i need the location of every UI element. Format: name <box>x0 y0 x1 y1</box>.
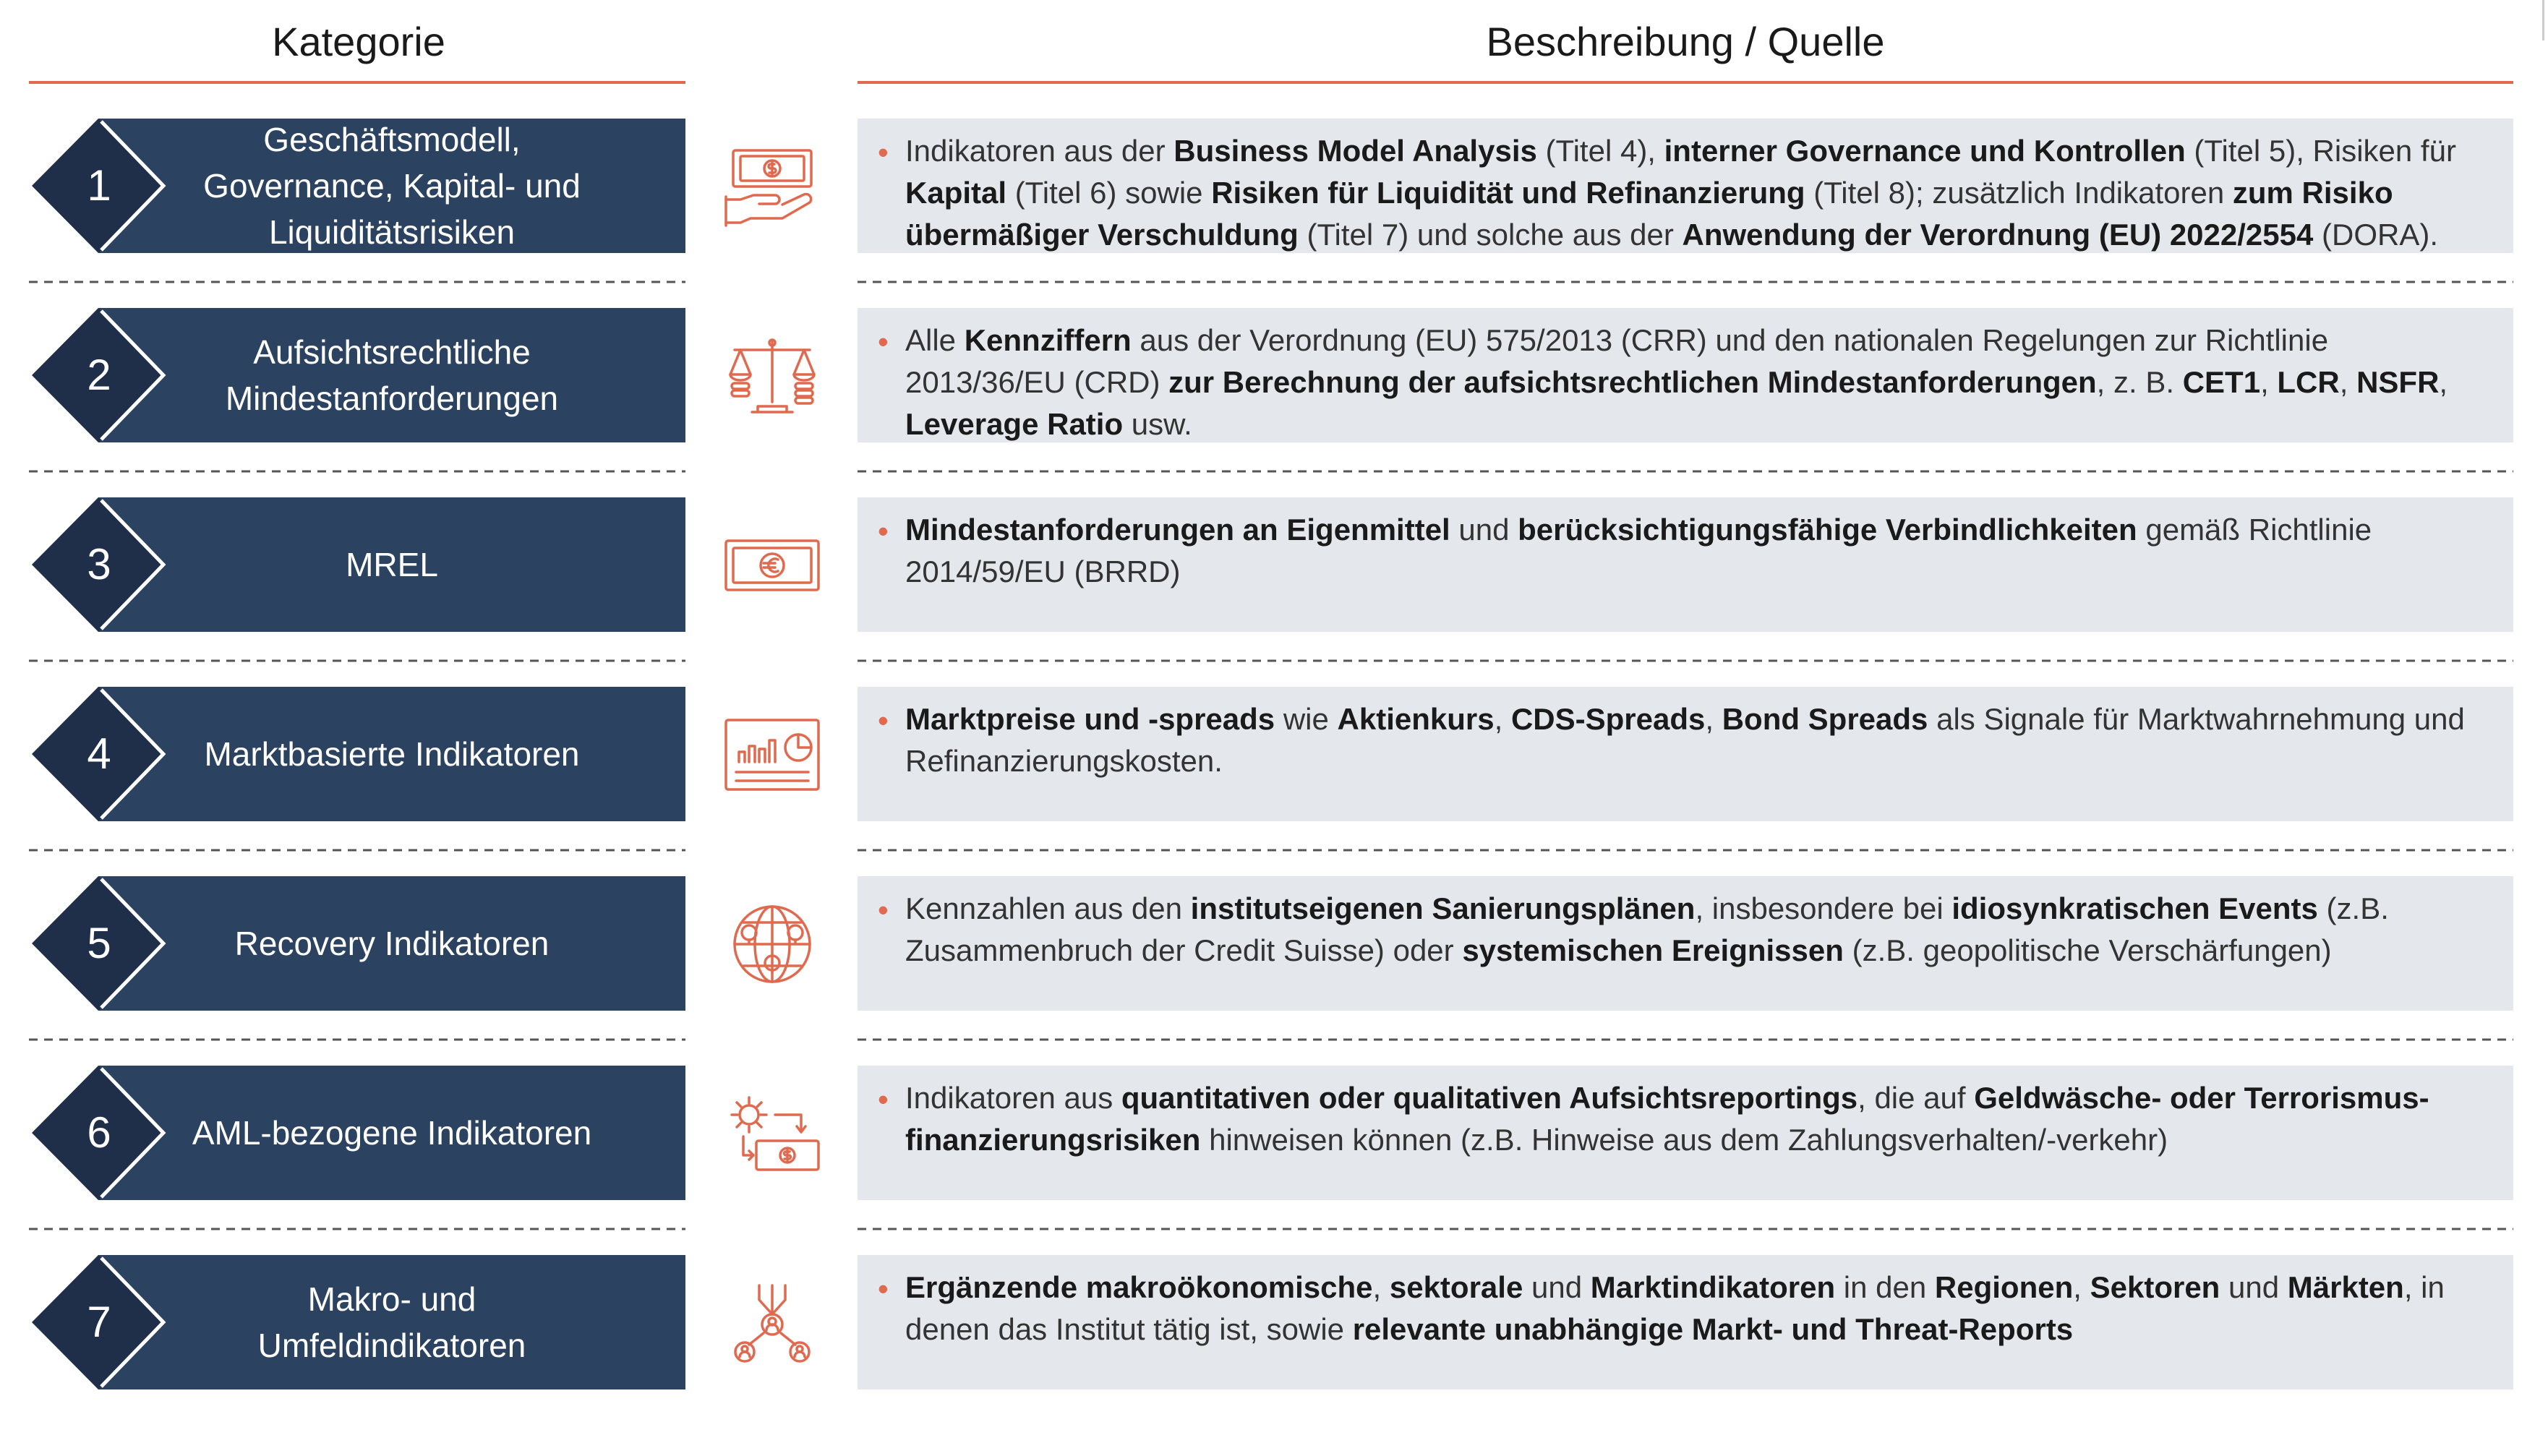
description-emphasis: institutseigenen Sanierungsplänen <box>1190 891 1696 925</box>
indicator-row <box>0 1066 2548 1200</box>
category-number: 5 <box>87 919 111 967</box>
description-emphasis: CET1 <box>2182 365 2261 399</box>
page-edge-divider <box>2542 0 2544 40</box>
description-emphasis: Aktienkurs <box>1337 702 1495 736</box>
category-label: Geschäftsmodell, Governance, Kapital- und Liquiditätsrisiken <box>203 121 581 251</box>
row-separator <box>0 659 2548 662</box>
description-text <box>905 1077 2484 1161</box>
description-run: Kennzahlen aus den <box>905 891 1191 925</box>
bullet-icon: • <box>878 1272 889 1306</box>
description-panel <box>858 308 2513 442</box>
bullet-icon: • <box>878 514 889 548</box>
description-run: (Titel 7) und solche aus der <box>1298 218 1683 252</box>
description-run: (Titel 5), Risiken für <box>2185 134 2456 168</box>
category-number: 2 <box>87 351 111 399</box>
description-emphasis: berücksichtigungsfähige Verbindlichkeiten <box>1518 513 2137 547</box>
description-run: , <box>1705 702 1722 736</box>
gear-money-transfer-icon <box>723 1093 821 1174</box>
description-run: , in denen das Institut tätig ist, sowie <box>905 1270 2445 1346</box>
description-emphasis: systemischen Ereignissen <box>1462 933 1844 967</box>
description-emphasis: CDS-Spreads <box>1510 702 1706 736</box>
description-emphasis: Anwendung der Verordnung (EU) 2022/2554 <box>1682 218 2314 252</box>
description-emphasis: interner Governance und Kontrollen <box>1664 134 2186 168</box>
description-run: , <box>2439 365 2448 399</box>
description-run: (z.B. geopolitische Verschärfungen) <box>1843 933 2332 967</box>
description-text <box>905 888 2484 972</box>
description-emphasis: Märkten <box>2287 1270 2404 1304</box>
bullet-icon: • <box>878 1082 889 1116</box>
description-run: usw. <box>1123 407 1192 441</box>
description-run: , <box>2073 1270 2090 1304</box>
description-run: hinweisen können (z.B. Hinweise aus dem Zahlungsverhalten/-verkehr) <box>1200 1123 2168 1157</box>
description-emphasis: NSFR <box>2356 365 2440 399</box>
row-separator <box>0 1038 2548 1041</box>
indicator-row <box>0 497 2548 632</box>
description-run: in den <box>1835 1270 1935 1304</box>
description-run: gemäß Richtlinie 2014/59/EU (BRRD) <box>905 513 2372 588</box>
description-panel <box>858 497 2513 632</box>
euro-banknote-icon <box>723 525 821 606</box>
category-header-rule <box>29 81 685 84</box>
description-run: , <box>1494 702 1511 736</box>
description-run: (Titel 8); zusätzlich Indikatoren <box>1805 176 2233 210</box>
description-run: wie <box>1275 702 1338 736</box>
description-column-title: Beschreibung / Quelle <box>1486 19 1885 64</box>
row-separator <box>0 849 2548 852</box>
description-run: (DORA). <box>2313 218 2439 252</box>
description-run: , <box>2260 365 2278 399</box>
category-column-title: Kategorie <box>272 19 445 64</box>
description-run: (z.B. Zusammenbruch der Credit Suisse) oder <box>905 891 2389 967</box>
bullet-icon: • <box>878 703 889 737</box>
description-emphasis: Regionen <box>1934 1270 2074 1304</box>
row-separator <box>0 281 2548 283</box>
scales-icon <box>723 335 821 416</box>
description-run: Alle <box>905 323 965 357</box>
description-emphasis: Geldwäsche- oder Terrorismus-finanzierungsrisiken <box>905 1081 2429 1157</box>
description-emphasis: quantitativen oder qualitativen Aufsichtsreportings <box>1121 1081 1858 1115</box>
category-label: Makro- und Umfeldindikatoren <box>257 1280 526 1364</box>
description-emphasis: Marktindikatoren <box>1590 1270 1836 1304</box>
description-run: (Titel 4), <box>1536 134 1664 168</box>
category-number: 1 <box>87 161 111 210</box>
description-emphasis: idiosynkratischen Events <box>1951 891 2318 925</box>
category-number: 7 <box>87 1298 111 1346</box>
description-run: , <box>2339 365 2357 399</box>
description-run: und <box>2220 1270 2288 1304</box>
category-label: MREL <box>346 546 438 583</box>
description-text <box>905 320 2484 445</box>
indicator-row <box>0 308 2548 442</box>
description-emphasis: Sektoren <box>2090 1270 2220 1304</box>
description-emphasis: Leverage Ratio <box>905 407 1124 441</box>
description-header-rule <box>858 81 2513 84</box>
description-run: (Titel 6) sowie <box>1006 176 1212 210</box>
category-label: Marktbasierte Indikatoren <box>204 735 580 773</box>
people-network-icon <box>723 1282 821 1363</box>
description-text <box>905 698 2484 782</box>
description-run: und <box>1450 513 1518 547</box>
description-emphasis: Business Model Analysis <box>1173 134 1537 168</box>
description-emphasis: zum Risiko übermäßiger Verschuldung <box>905 176 2393 252</box>
description-run: aus der Verordnung (EU) 575/2013 (CRR) und den nationalen Regelungen zur Richtlinie 2013/36/EU (CRD) <box>905 323 2329 399</box>
indicator-row <box>0 876 2548 1011</box>
row-separator <box>0 470 2548 473</box>
bullet-icon: • <box>878 893 889 927</box>
description-run: Indikatoren aus <box>905 1081 1121 1115</box>
description-emphasis: relevante unabhängige Markt- und Threat-Reports <box>1352 1312 2074 1346</box>
category-label: Recovery Indikatoren <box>234 925 550 962</box>
category-number: 6 <box>87 1108 111 1157</box>
description-emphasis: Kapital <box>905 176 1007 210</box>
description-run: , die auf <box>1857 1081 1975 1115</box>
dashboard-chart-icon <box>723 714 821 795</box>
indicator-row <box>0 1255 2548 1389</box>
description-text <box>905 1267 2484 1350</box>
description-run: Indikatoren aus der <box>905 134 1174 168</box>
description-run: als Signale für Marktwahrnehmung und Refinanzierungskosten. <box>905 702 2465 778</box>
indicator-row <box>0 687 2548 821</box>
description-panel <box>858 119 2513 253</box>
global-network-icon <box>723 904 821 985</box>
description-text <box>905 130 2484 256</box>
description-emphasis: sektorale <box>1389 1270 1523 1304</box>
bullet-icon: • <box>878 325 889 359</box>
description-emphasis: Marktpreise und -spreads <box>905 702 1275 736</box>
description-emphasis: Ergänzende makroökonomische <box>905 1270 1373 1304</box>
bullet-icon: • <box>878 135 889 169</box>
category-label: Aufsichtsrechtliche Mindestanforderungen <box>225 333 559 417</box>
indicator-row <box>0 119 2548 253</box>
category-label: AML-bezogene Indikatoren <box>192 1114 592 1152</box>
description-panel <box>858 876 2513 1011</box>
description-emphasis: Bond Spreads <box>1722 702 1928 736</box>
description-emphasis: zur Berechnung der aufsichtsrechtlichen Mindestanforderungen <box>1168 365 2097 399</box>
description-text <box>905 509 2484 593</box>
description-panel <box>858 687 2513 821</box>
description-panel <box>858 1066 2513 1200</box>
description-run: und <box>1523 1270 1591 1304</box>
description-panel <box>858 1255 2513 1389</box>
description-run: , insbesondere bei <box>1695 891 1952 925</box>
description-emphasis: Mindestanforderungen an Eigenmittel <box>905 513 1450 547</box>
description-run: , <box>1372 1270 1390 1304</box>
description-emphasis: Risiken für Liquidität und Refinanzierung <box>1211 176 1805 210</box>
description-emphasis: LCR <box>2277 365 2340 399</box>
row-separator <box>0 1228 2548 1230</box>
description-run: , z. B. <box>2096 365 2183 399</box>
category-number: 4 <box>87 729 111 778</box>
money-hand-icon <box>723 146 821 227</box>
category-number: 3 <box>87 540 111 588</box>
description-emphasis: Kennziffern <box>964 323 1132 357</box>
